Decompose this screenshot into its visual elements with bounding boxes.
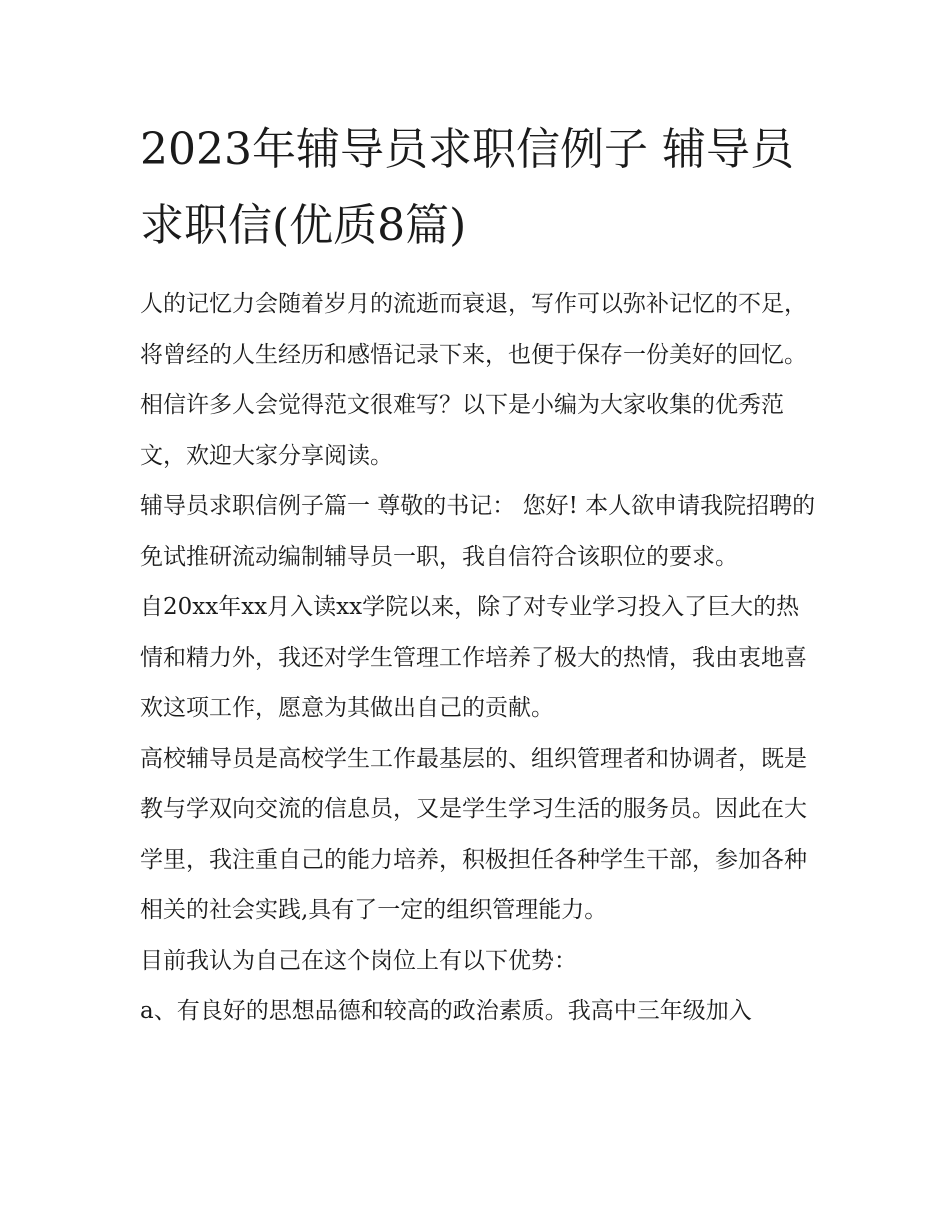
document-body <box>140 279 820 1037</box>
paragraph-role: 高校辅导员是高校学生工作最基层的、组织管理者和协调者，既是教与学双向交流的信息员，又是学生学习生活的服务员。因此在大学里，我注重自己的能力培养，积极担任各种学生干部，参加各种相关的社会实践,具有了一定的组织管理能力。 <box>140 745 807 923</box>
paragraph-background: 自20xx年xx月入读xx学院以来，除了对专业学习投入了巨大的热情和精力外，我还对学生管理工作培养了极大的热情，我由衷地喜欢这项工作，愿意为其做出自己的贡献。 <box>140 594 807 721</box>
paragraph-intro: 人的记忆力会随着岁月的流逝而衰退，写作可以弥补记忆的不足，将曾经的人生经历和感悟记录下来，也便于保存一份美好的回忆。相信许多人会觉得范文很难写？以下是小编为大家收集的优秀范文，欢迎大家分享阅读。 <box>140 291 807 469</box>
paragraph-advantage-a: a、有良好的思想品德和较高的政治素质。我高中三年级加入 <box>140 998 752 1024</box>
paragraph-salutation: 辅导员求职信例子篇一 尊敬的书记： 您好! 本人欲申请我院招聘的免试推研流动编制辅导员一职，我自信符合该职位的要求。 <box>140 493 816 570</box>
document-title: 2023年辅导员求职信例子 辅导员求职信(优质8篇) <box>140 124 794 251</box>
paragraph-advantages-heading: 目前我认为自己在这个岗位上有以下优势： <box>140 947 577 974</box>
